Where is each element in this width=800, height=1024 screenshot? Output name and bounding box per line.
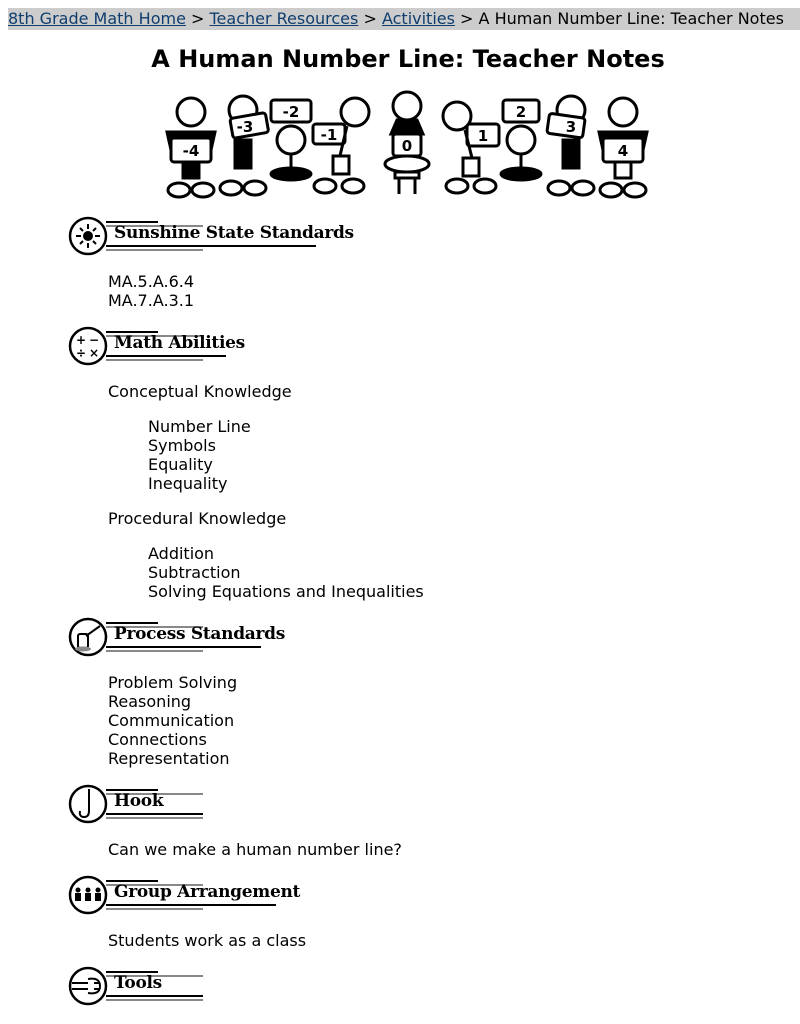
svg-text:-3: -3 [236,118,254,136]
children-number-cards-illustration [163,90,655,202]
breadcrumb-separator: > [460,9,474,28]
ability-item: Addition [148,544,215,563]
svg-text:-1: -1 [320,126,338,144]
breadcrumb-separator: > [191,9,205,28]
breadcrumb-link-activities[interactable]: Activities [381,9,455,28]
section-header-tools [68,965,208,1007]
process-standard-item: Representation [108,749,230,768]
svg-text:3: 3 [565,118,577,136]
process-standard-item: Communication [108,711,235,730]
ability-item: Equality [148,455,213,474]
svg-text:4: 4 [617,142,629,160]
section-header-hook [68,783,208,825]
ability-item: Symbols [148,436,216,455]
breadcrumb-current: A Human Number Line: Teacher Notes [478,9,784,28]
ability-item: Inequality [148,474,228,493]
number-line-banner-image [163,90,655,202]
svg-text:2: 2 [515,103,527,121]
section-title: Hook [114,791,164,811]
breadcrumb [8,8,800,30]
svg-text:-2: -2 [282,103,300,121]
sun-icon [74,222,102,250]
process-standard-item: Reasoning [108,692,192,711]
section-header-group-arrangement [68,874,301,916]
svg-text:÷: ÷ [75,346,87,360]
ability-item: Solving Equations and Inequalities [148,582,424,601]
ability-item: Subtraction [148,563,241,582]
section-title: Math Abilities [114,333,245,353]
svg-text:+: + [75,333,87,347]
breadcrumb-separator: > [363,9,377,28]
svg-text:1: 1 [477,127,489,145]
ability-group-label: Conceptual Knowledge [108,382,292,401]
page-title: A Human Number Line: Teacher Notes [151,45,665,73]
breadcrumb-link-teacher-resources[interactable]: Teacher Resources [209,9,359,28]
svg-text:-4: -4 [182,142,200,160]
group-arrangement-text: Students work as a class [108,931,307,950]
section-header-sunshine-state-standards [68,215,354,257]
standard-code: MA.5.A.6.4 [108,272,195,291]
group-icon [75,888,101,902]
section-header-process-standards [68,616,286,658]
svg-text:×: × [88,346,100,360]
hook-question: Can we make a human number line? [108,840,402,859]
breadcrumb-link-home[interactable]: 8th Grade Math Home [8,9,186,28]
ability-group-label: Procedural Knowledge [108,509,287,528]
svg-text:0: 0 [401,137,413,155]
ability-item: Number Line [148,417,251,436]
process-standard-item: Problem Solving [108,673,238,692]
standard-code: MA.7.A.3.1 [108,291,195,310]
section-title: Process Standards [114,624,286,644]
section-header-math-abilities [68,325,245,367]
section-title: Sunshine State Standards [114,223,354,243]
process-standard-item: Connections [108,730,207,749]
svg-text:−: − [88,333,100,347]
section-title: Tools [114,973,162,993]
section-title: Group Arrangement [114,882,301,902]
